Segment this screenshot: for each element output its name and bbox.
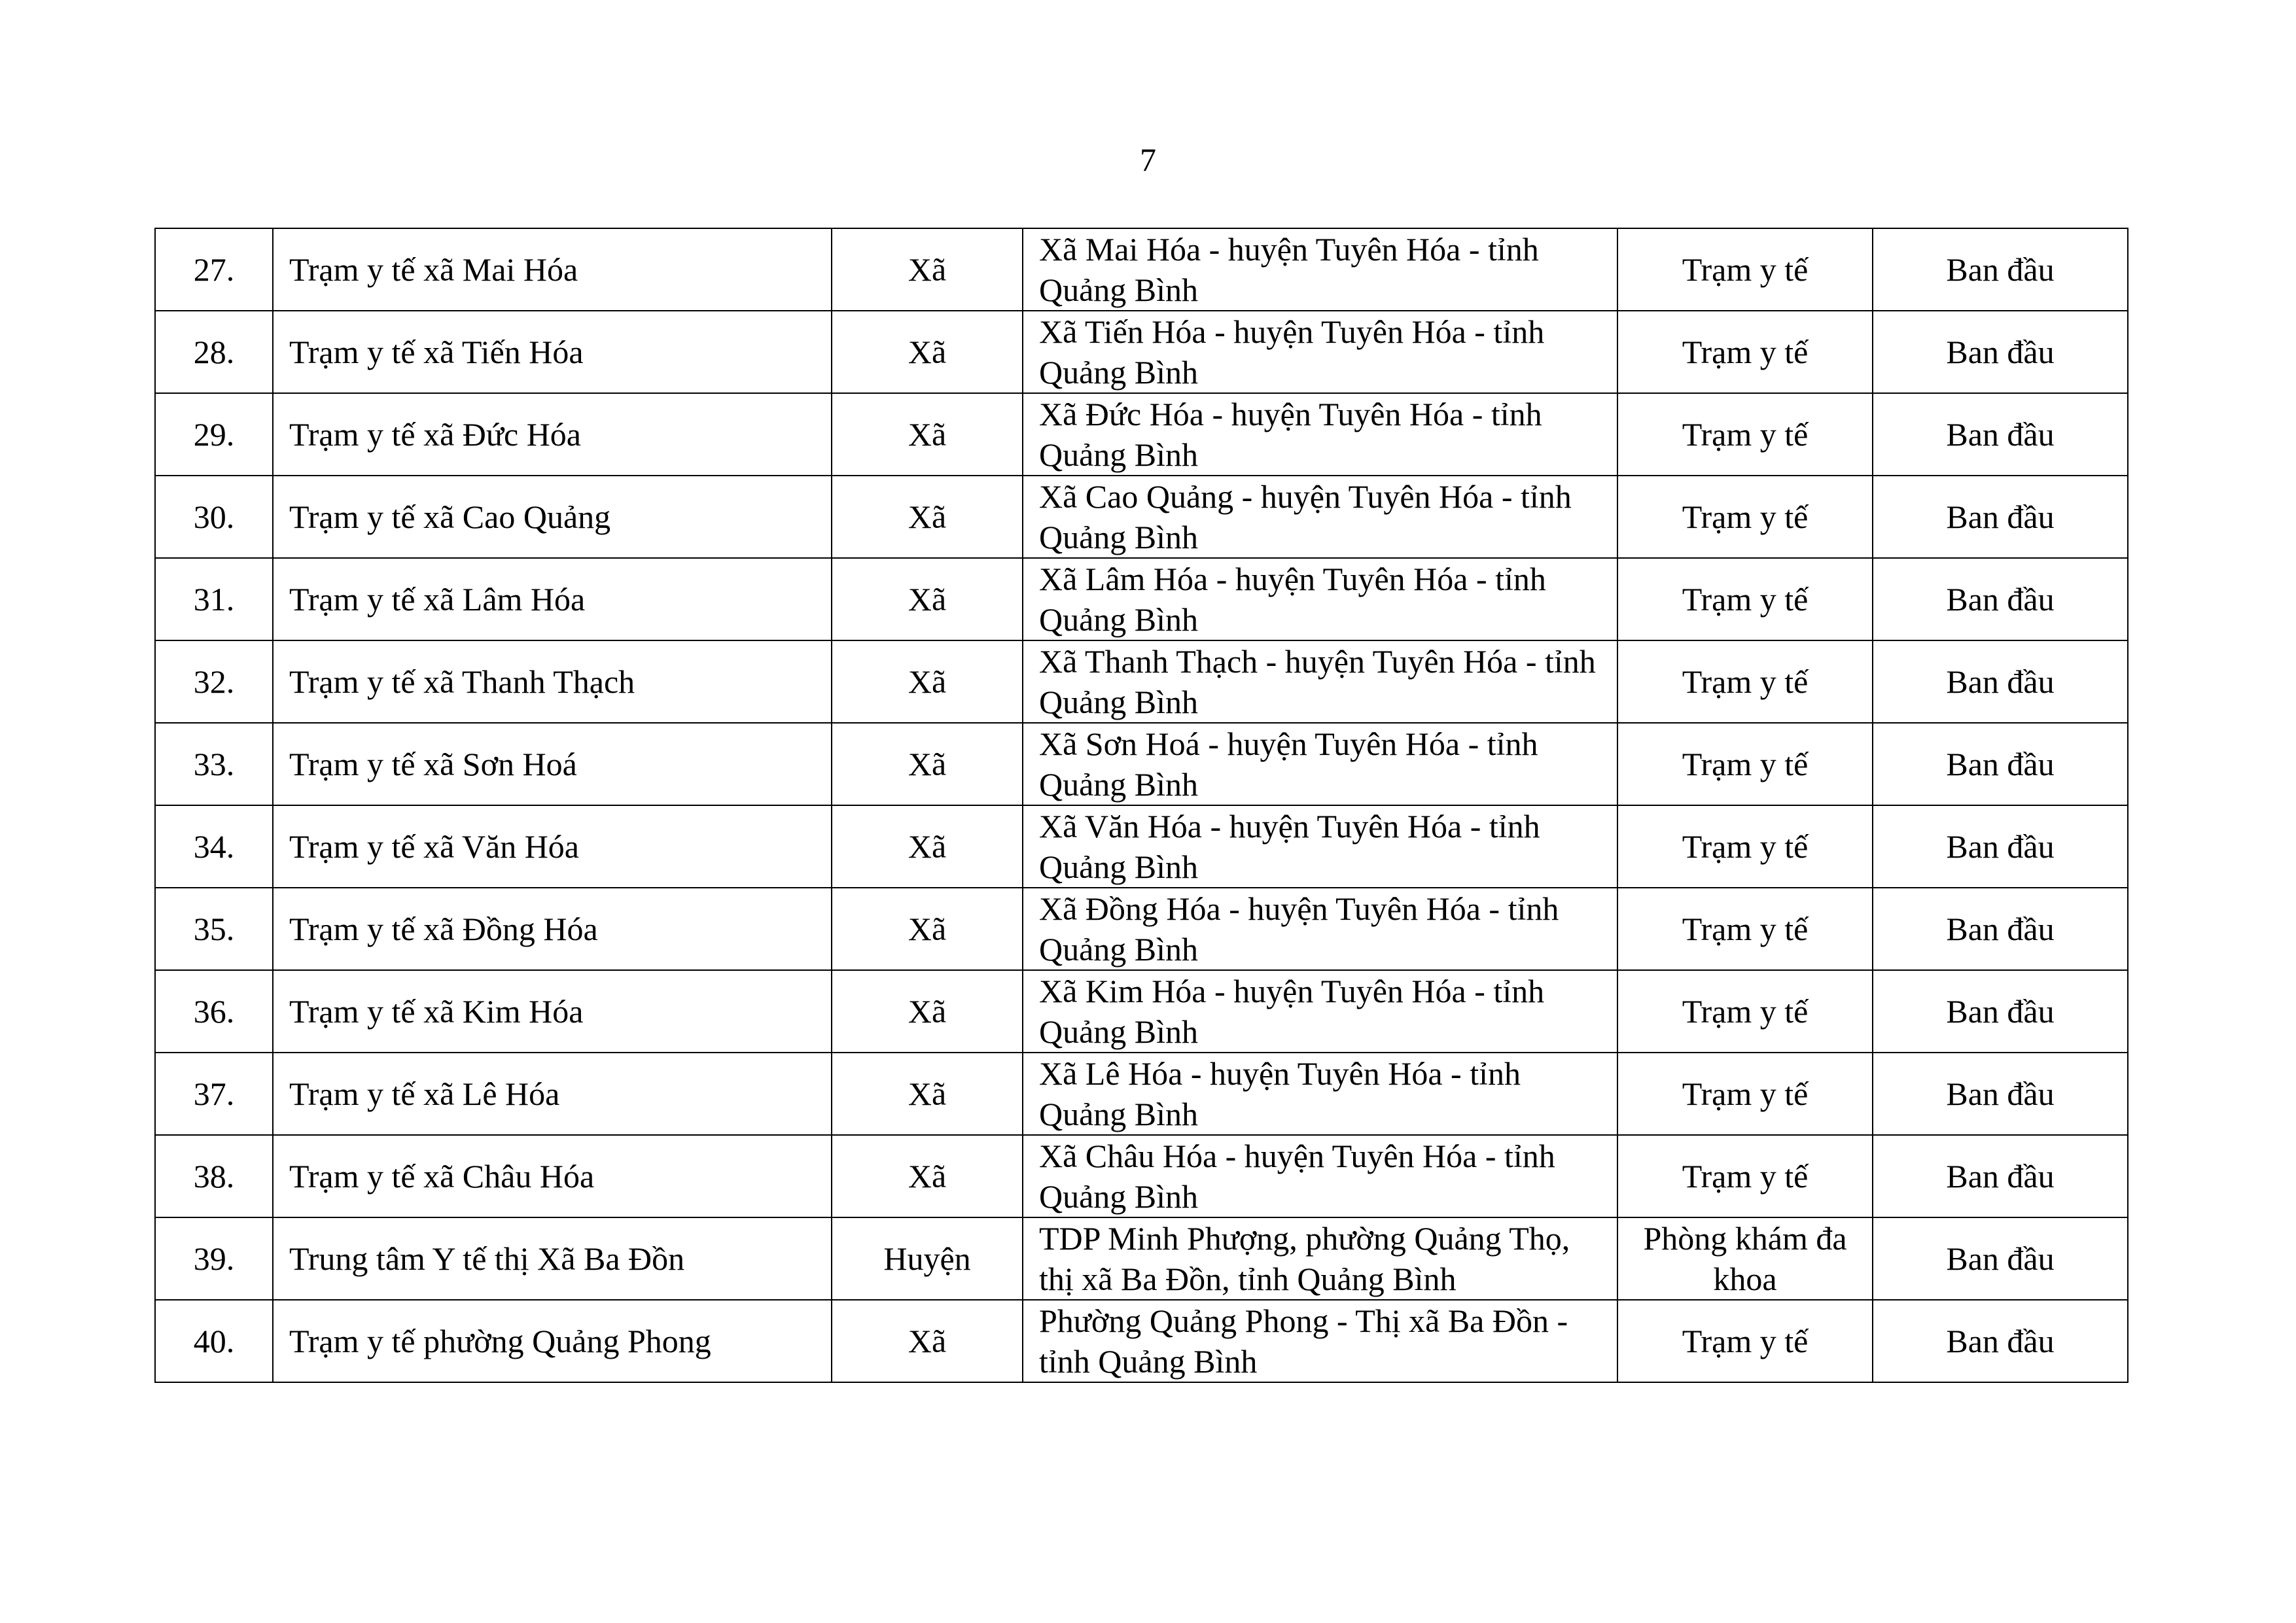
row-number: 38. [155,1135,273,1217]
facility-type: Trạm y tế [1617,970,1873,1053]
facility-address: Xã Đức Hóa - huyện Tuyên Hóa - tỉnh Quảng Bình [1023,393,1617,476]
page-number: 7 [1140,141,1156,178]
facility-name: Trạm y tế phường Quảng Phong [273,1300,832,1382]
facility-type: Trạm y tế [1617,1300,1873,1382]
care-scope: Ban đầu [1873,1217,2128,1300]
facility-level: Xã [832,805,1023,888]
facility-name: Trạm y tế xã Tiến Hóa [273,311,832,393]
table-row [155,476,2128,558]
facility-address: Xã Cao Quảng - huyện Tuyên Hóa - tỉnh Quảng Bình [1023,476,1617,558]
facility-address: Xã Sơn Hoá - huyện Tuyên Hóa - tỉnh Quảng Bình [1023,723,1617,805]
facility-name: Trạm y tế xã Lê Hóa [273,1053,832,1135]
facility-level: Xã [832,640,1023,723]
row-number: 31. [155,558,273,640]
care-scope: Ban đầu [1873,1135,2128,1217]
care-scope: Ban đầu [1873,888,2128,970]
table-row [155,1300,2128,1382]
facility-level: Xã [832,476,1023,558]
facility-name: Trạm y tế xã Đức Hóa [273,393,832,476]
table-row [155,1053,2128,1135]
table-row [155,640,2128,723]
table-row [155,311,2128,393]
row-number: 30. [155,476,273,558]
facility-name: Trạm y tế xã Kim Hóa [273,970,832,1053]
care-scope: Ban đầu [1873,228,2128,311]
facility-name: Trạm y tế xã Đồng Hóa [273,888,832,970]
care-scope: Ban đầu [1873,476,2128,558]
facility-type: Trạm y tế [1617,228,1873,311]
care-scope: Ban đầu [1873,393,2128,476]
table-row [155,393,2128,476]
facility-name: Trạm y tế xã Văn Hóa [273,805,832,888]
facility-type: Trạm y tế [1617,805,1873,888]
facility-level: Xã [832,970,1023,1053]
facility-level: Xã [832,228,1023,311]
facility-address: Xã Kim Hóa - huyện Tuyên Hóa - tỉnh Quảng Bình [1023,970,1617,1053]
facility-address: TDP Minh Phượng, phường Quảng Thọ, thị xã Ba Đồn, tỉnh Quảng Bình [1023,1217,1617,1300]
facility-level: Xã [832,311,1023,393]
facility-address: Xã Lâm Hóa - huyện Tuyên Hóa - tỉnh Quảng Bình [1023,558,1617,640]
facility-level: Xã [832,888,1023,970]
facility-table [154,228,2128,1383]
facility-address: Xã Lê Hóa - huyện Tuyên Hóa - tỉnh Quảng Bình [1023,1053,1617,1135]
row-number: 35. [155,888,273,970]
facility-type: Trạm y tế [1617,1135,1873,1217]
facility-address: Xã Đồng Hóa - huyện Tuyên Hóa - tỉnh Quảng Bình [1023,888,1617,970]
care-scope: Ban đầu [1873,805,2128,888]
facility-address: Xã Tiến Hóa - huyện Tuyên Hóa - tỉnh Quảng Bình [1023,311,1617,393]
facility-level: Xã [832,393,1023,476]
facility-type: Trạm y tế [1617,640,1873,723]
row-number: 29. [155,393,273,476]
facility-address: Xã Mai Hóa - huyện Tuyên Hóa - tỉnh Quảng Bình [1023,228,1617,311]
facility-level: Xã [832,1053,1023,1135]
row-number: 28. [155,311,273,393]
table-row [155,1217,2128,1300]
facility-address: Xã Thanh Thạch - huyện Tuyên Hóa - tỉnh Quảng Bình [1023,640,1617,723]
facility-level: Xã [832,723,1023,805]
row-number: 40. [155,1300,273,1382]
facility-address: Xã Văn Hóa - huyện Tuyên Hóa - tỉnh Quảng Bình [1023,805,1617,888]
facility-name: Trạm y tế xã Lâm Hóa [273,558,832,640]
care-scope: Ban đầu [1873,1053,2128,1135]
row-number: 37. [155,1053,273,1135]
facility-level: Xã [832,1135,1023,1217]
facility-name: Trạm y tế xã Châu Hóa [273,1135,832,1217]
facility-name: Trạm y tế xã Cao Quảng [273,476,832,558]
facility-type: Phòng khám đa khoa [1617,1217,1873,1300]
row-number: 32. [155,640,273,723]
row-number: 27. [155,228,273,311]
facility-name: Trạm y tế xã Sơn Hoá [273,723,832,805]
facility-level: Huyện [832,1217,1023,1300]
table-row [155,723,2128,805]
facility-address: Phường Quảng Phong - Thị xã Ba Đồn - tỉnh Quảng Bình [1023,1300,1617,1382]
care-scope: Ban đầu [1873,640,2128,723]
care-scope: Ban đầu [1873,1300,2128,1382]
table-row [155,970,2128,1053]
table-row [155,1135,2128,1217]
facility-name: Trạm y tế xã Mai Hóa [273,228,832,311]
table-row [155,558,2128,640]
care-scope: Ban đầu [1873,558,2128,640]
care-scope: Ban đầu [1873,970,2128,1053]
facility-name: Trạm y tế xã Thanh Thạch [273,640,832,723]
row-number: 36. [155,970,273,1053]
facility-level: Xã [832,558,1023,640]
row-number: 34. [155,805,273,888]
facility-level: Xã [832,1300,1023,1382]
care-scope: Ban đầu [1873,311,2128,393]
facility-type: Trạm y tế [1617,888,1873,970]
facility-name: Trung tâm Y tế thị Xã Ba Đồn [273,1217,832,1300]
care-scope: Ban đầu [1873,723,2128,805]
facility-type: Trạm y tế [1617,311,1873,393]
table-row [155,888,2128,970]
table-row [155,228,2128,311]
facility-type: Trạm y tế [1617,476,1873,558]
facility-address: Xã Châu Hóa - huyện Tuyên Hóa - tỉnh Quảng Bình [1023,1135,1617,1217]
row-number: 33. [155,723,273,805]
facility-type: Trạm y tế [1617,558,1873,640]
facility-type: Trạm y tế [1617,393,1873,476]
facility-type: Trạm y tế [1617,1053,1873,1135]
facility-type: Trạm y tế [1617,723,1873,805]
row-number: 39. [155,1217,273,1300]
table-row [155,805,2128,888]
